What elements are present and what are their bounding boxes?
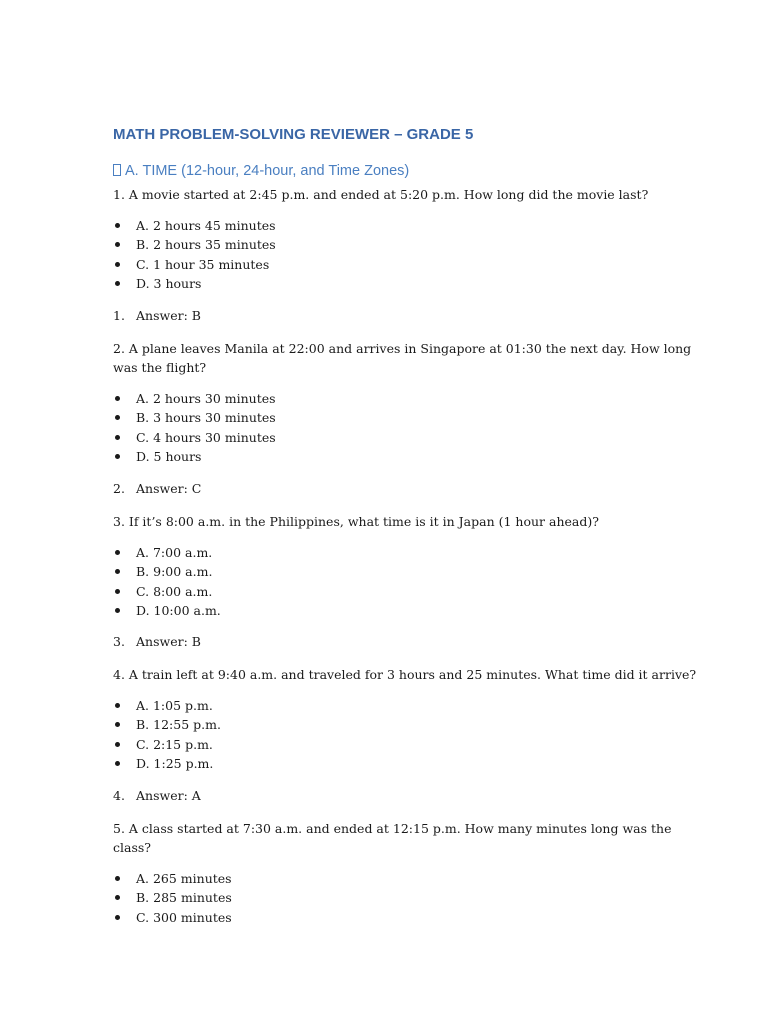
option-item: B. 12:55 p.m. (113, 715, 221, 734)
option-item: D. 10:00 a.m. (113, 601, 221, 620)
question-1: 1. A movie started at 2:45 p.m. and ended at 5:20 p.m. How long did the movie last? (113, 187, 649, 202)
bullet-icon (115, 876, 120, 881)
bullet-icon (115, 742, 120, 747)
option-item: B. 2 hours 35 minutes (113, 235, 276, 254)
answer-2: 2. Answer: C (113, 481, 202, 496)
question-3-options (113, 543, 221, 620)
answer-3: 3. Answer: B (113, 634, 201, 649)
option-item: A. 1:05 p.m. (113, 696, 221, 715)
bullet-icon (115, 454, 120, 459)
bullet-icon (115, 262, 120, 267)
bullet-icon (115, 895, 120, 900)
bullet-icon (115, 396, 120, 401)
bullet-icon (115, 915, 120, 920)
answer-4: 4. Answer: A (113, 788, 201, 803)
question-5: 5. A class started at 7:30 a.m. and ended at 12:15 p.m. How many minutes long was the class? (113, 821, 672, 855)
option-item: A. 7:00 a.m. (113, 543, 221, 562)
missing-glyph-icon (113, 164, 121, 176)
bullet-icon (115, 281, 120, 286)
option-item: D. 1:25 p.m. (113, 754, 221, 773)
option-item: C. 300 minutes (113, 908, 232, 927)
question-5-options (113, 869, 232, 927)
question-4-options (113, 696, 221, 773)
option-item: D. 5 hours (113, 447, 276, 466)
option-item: D. 3 hours (113, 274, 276, 293)
option-item: A. 2 hours 45 minutes (113, 216, 276, 235)
option-item: C. 8:00 a.m. (113, 582, 221, 601)
option-item: C. 2:15 p.m. (113, 735, 221, 754)
answer-1: 1. Answer: B (113, 308, 201, 323)
question-2-options (113, 389, 276, 466)
bullet-icon (115, 223, 120, 228)
bullet-icon (115, 242, 120, 247)
bullet-icon (115, 569, 120, 574)
section-heading (113, 163, 409, 179)
bullet-icon (115, 550, 120, 555)
option-item: A. 265 minutes (113, 869, 232, 888)
question-2: 2. A plane leaves Manila at 22:00 and arrives in Singapore at 01:30 the next day. How long was the flight? (113, 341, 692, 375)
bullet-icon (115, 435, 120, 440)
bullet-icon (115, 608, 120, 613)
bullet-icon (115, 589, 120, 594)
option-item: C. 1 hour 35 minutes (113, 255, 276, 274)
bullet-icon (115, 722, 120, 727)
question-3: 3. If it’s 8:00 a.m. in the Philippines, what time is it in Japan (1 hour ahead)? (113, 514, 599, 529)
option-item: B. 9:00 a.m. (113, 562, 221, 581)
option-item: B. 3 hours 30 minutes (113, 408, 276, 427)
question-4: 4. A train left at 9:40 a.m. and traveled for 3 hours and 25 minutes. What time did it arrive? (113, 667, 697, 682)
option-item: C. 4 hours 30 minutes (113, 428, 276, 447)
option-item: A. 2 hours 30 minutes (113, 389, 276, 408)
question-1-options (113, 216, 276, 293)
bullet-icon (115, 415, 120, 420)
bullet-icon (115, 703, 120, 708)
document-title: MATH PROBLEM-SOLVING REVIEWER – GRADE 5 (113, 126, 474, 143)
bullet-icon (115, 761, 120, 766)
option-item: B. 285 minutes (113, 888, 232, 907)
section-heading-text: A. TIME (12-hour, 24-hour, and Time Zones) (125, 163, 410, 179)
